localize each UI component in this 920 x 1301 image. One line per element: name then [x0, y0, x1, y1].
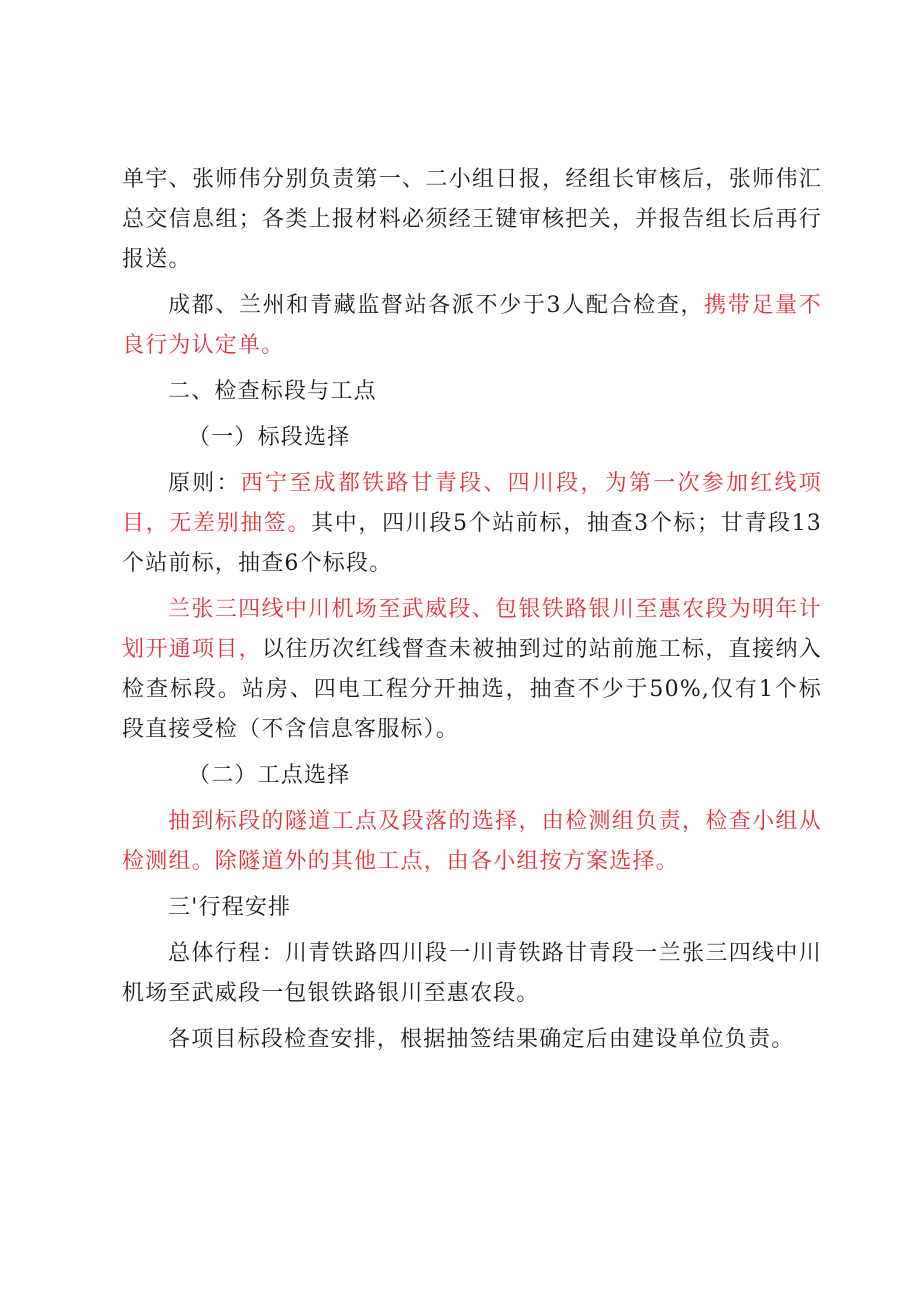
paragraph-daily-report-text: 单宇、张师伟分别负责第一、二小组日报，经组长审核后，张师伟汇总交信息组；各类上报材料必须经王键审核把关，并报告组长后再行报送。 — [122, 167, 822, 272]
tunnel-selection-text: 抽到标段的隧道工点及段落的选择，由检测组负责，检查小组从检测组。除隧道外的其他工点，由各小组按方案选择。 — [122, 809, 822, 874]
paragraph-daily-report — [122, 160, 822, 280]
document-body — [122, 160, 822, 1066]
lanzhang-baoyin-detail: 以往历次红线督查未被抽到过的站前施工标，直接纳入检查标段。站房、四电工程分开抽选，抽查不少于50%,仅有1个标段直接受检（不含信息客服标）。 — [122, 637, 822, 742]
section-heading-3-text: 三'行程安排 — [168, 895, 292, 920]
paragraph-overall-itinerary — [122, 934, 822, 1014]
subsection-heading-section-selection — [122, 418, 822, 458]
section-heading-2-text: 二、检查标段与工点 — [168, 379, 377, 404]
lanzhang-baoyin-highlight: 兰张三四线中川机场至武威段、包银铁路银川至惠农段为明年计划开通项目， — [122, 597, 822, 662]
principle-highlight: 西宁至成都铁路甘青段、四川段，为第一次参加红线项目，无差别抽签。 — [122, 471, 822, 536]
overall-itinerary-text: 总体行程：川青铁路四川段一川青铁路甘青段一兰张三四线中川机场至武威段一包银铁路银川至惠农段。 — [122, 941, 822, 1006]
subsection-heading-section-selection-text: （一）标段选择 — [188, 425, 351, 450]
supervision-stations-text: 成都、兰州和青藏监督站各派不少于3人配合检查， — [168, 293, 705, 318]
section-heading-3 — [122, 888, 822, 928]
principle-detail: 其中，四川段5个站前标，抽查3个标；甘青段13个站前标，抽查6个标段。 — [122, 511, 822, 576]
paragraph-supervision-stations — [122, 286, 822, 366]
arrangement-text: 各项目标段检查安排，根据抽签结果确定后由建设单位负责。 — [168, 1027, 795, 1052]
subsection-heading-site-selection-text: （二）工点选择 — [188, 763, 351, 788]
paragraph-principle — [122, 464, 822, 584]
supervision-stations-highlight: 携带足量不良行为认定单。 — [122, 293, 822, 358]
paragraph-tunnel-selection — [122, 802, 822, 882]
paragraph-arrangement — [122, 1020, 822, 1060]
section-heading-2 — [122, 372, 822, 412]
subsection-heading-site-selection — [122, 756, 822, 796]
principle-label: 原则： — [168, 471, 241, 496]
paragraph-lanzhang-baoyin — [122, 590, 822, 750]
